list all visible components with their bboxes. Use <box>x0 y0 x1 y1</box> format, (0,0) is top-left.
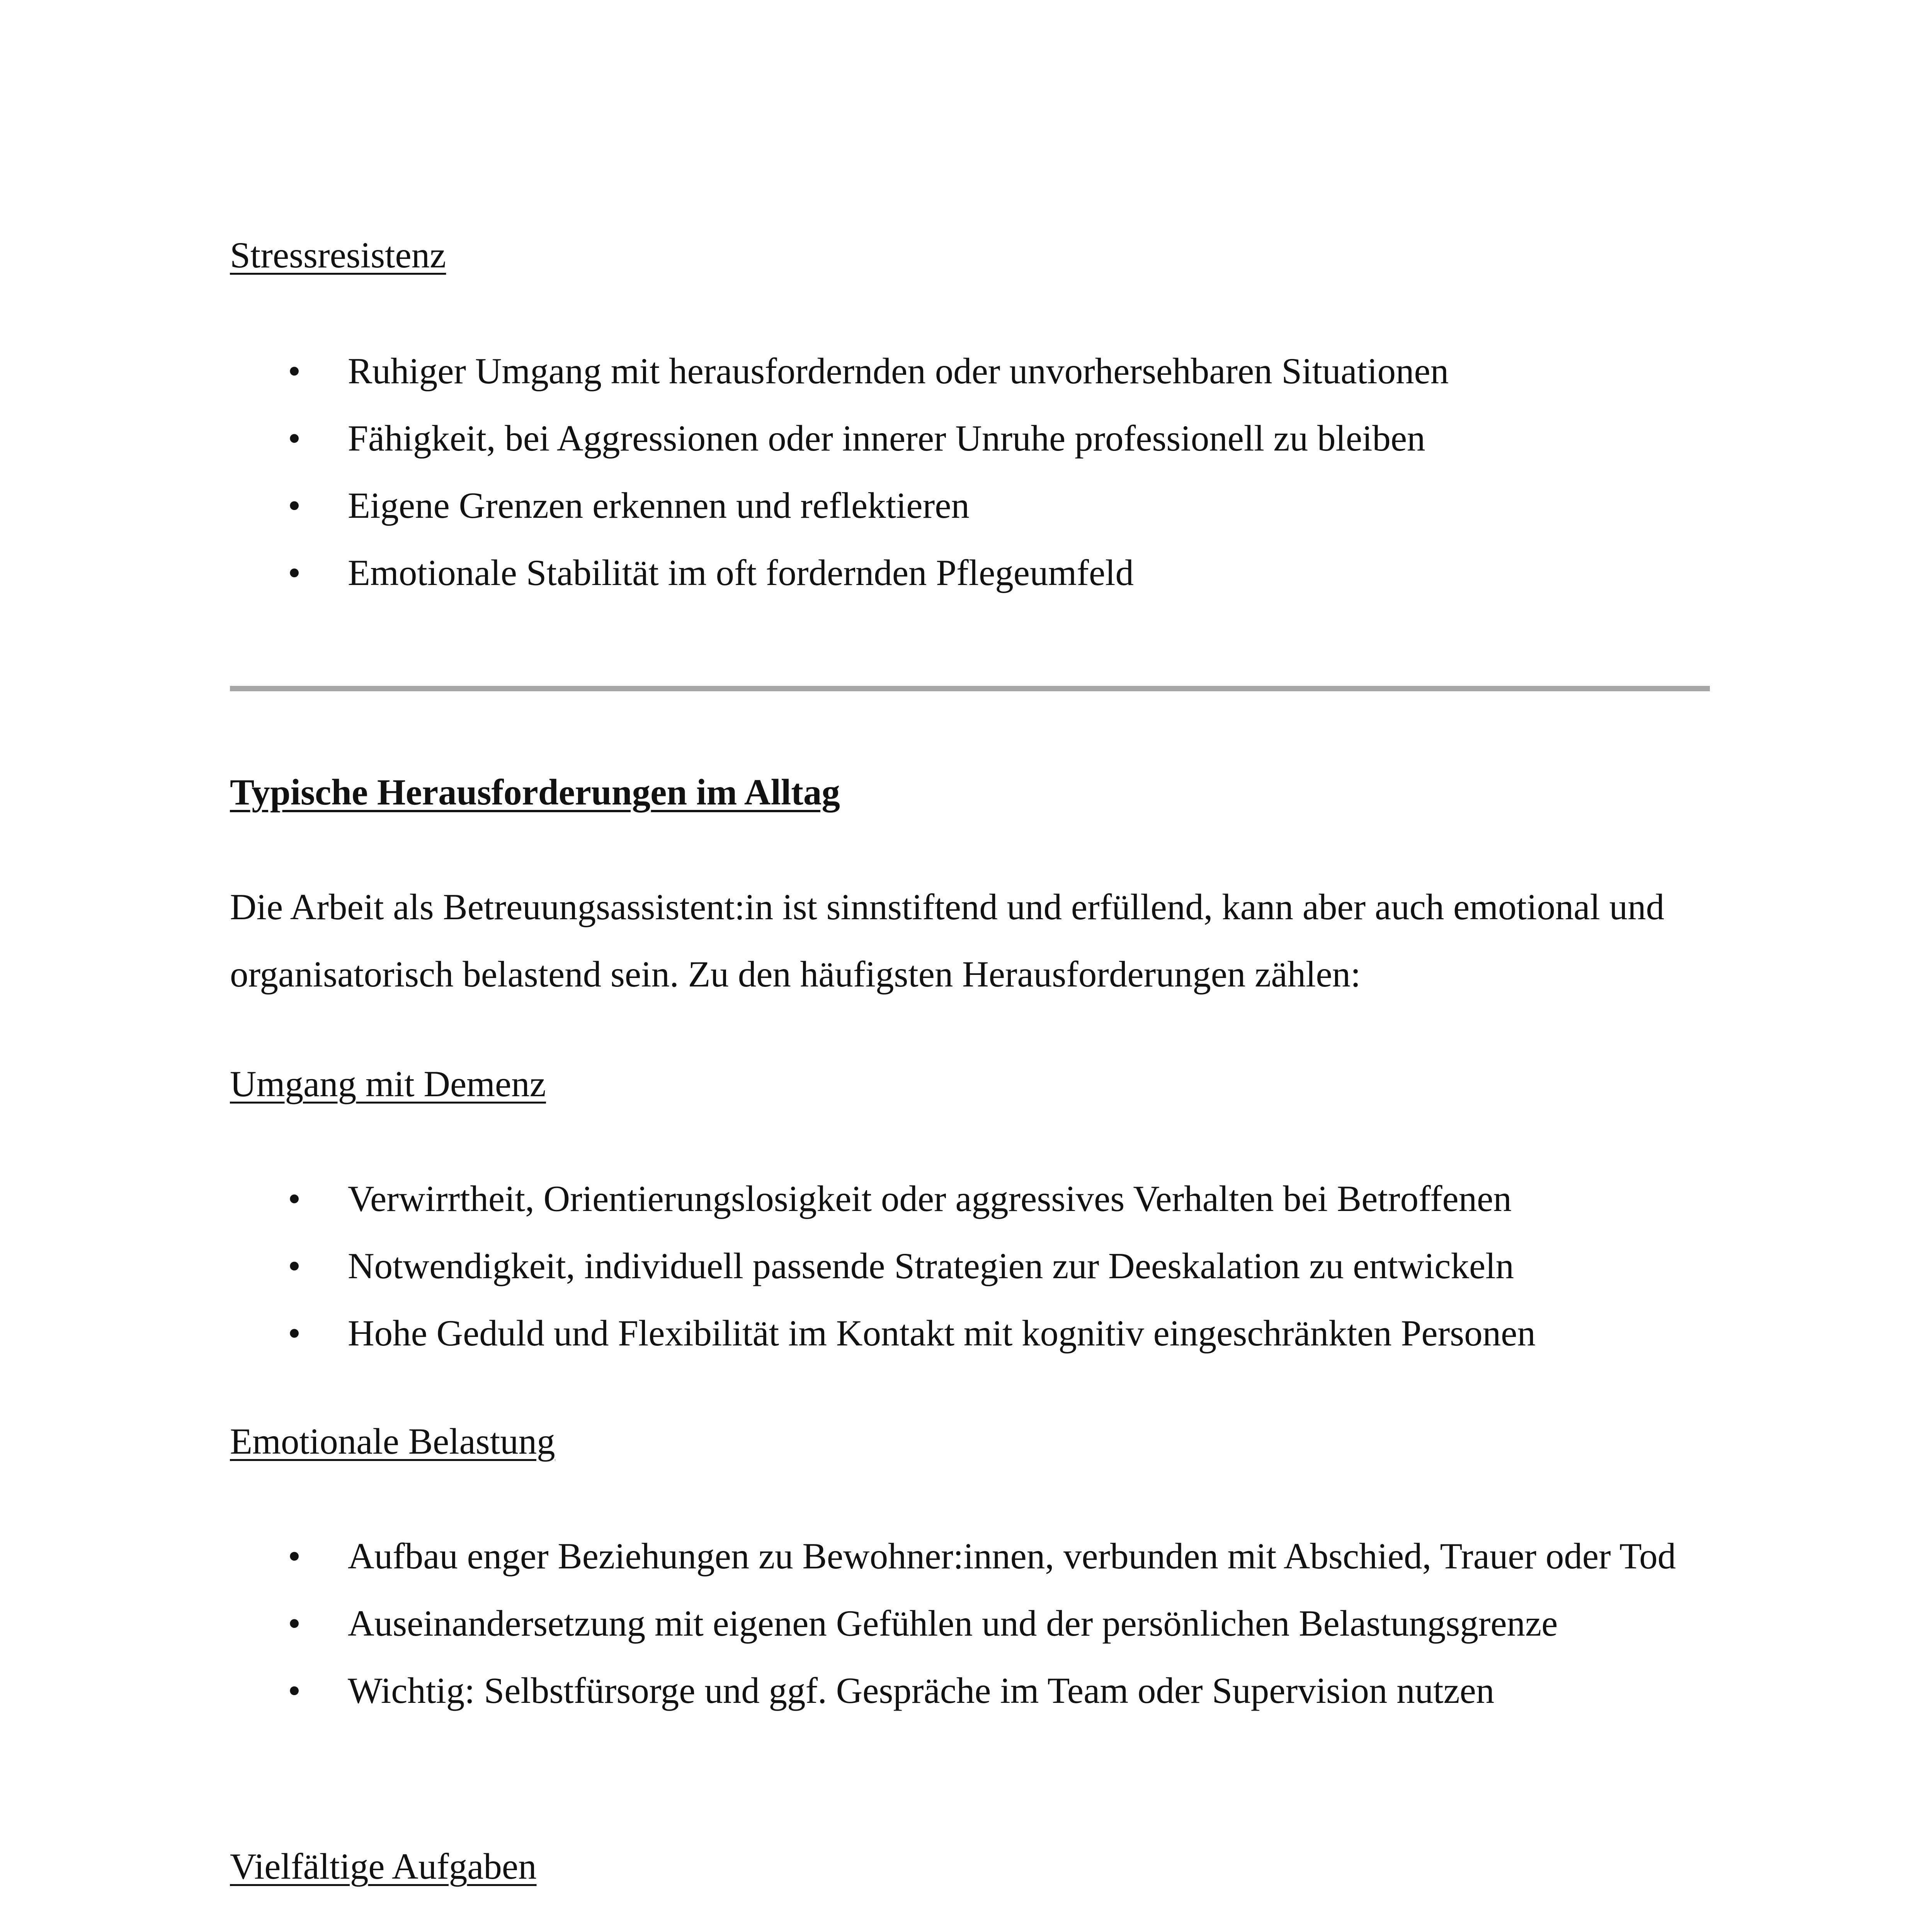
bullet-icon: • <box>288 485 301 526</box>
section-challenges <box>230 763 1710 1008</box>
section-heading-tasks: Vielfältige Aufgaben <box>230 1846 537 1887</box>
bullet-icon: • <box>288 1245 301 1286</box>
bullet-icon: • <box>288 350 301 391</box>
bullet-list-emotional <box>230 1522 1710 1724</box>
list-item: • Verwirrtheit, Orientierungslosigkeit oder aggressives Verhalten bei Betroffenen <box>230 1165 1710 1232</box>
intro-paragraph: Die Arbeit als Betreuungsassistent:in ist sinnstiftend und erfüllend, kann aber auch emotional und organisatorisch belastend sein. Zu den häufigsten Herausforderungen zählen: <box>230 886 1665 995</box>
bullet-icon: • <box>288 552 301 593</box>
main-heading: Typische Herausforderungen im Alltag <box>230 772 840 813</box>
list-item: • Notwendigkeit, individuell passende Strategien zur Deeskalation zu entwickeln <box>230 1232 1710 1299</box>
bullet-icon: • <box>288 1536 301 1577</box>
section-divider <box>230 686 1710 691</box>
list-item: • Fähigkeit, bei Aggressionen oder innerer Unruhe professionell zu bleiben <box>230 405 1710 472</box>
bullet-list-stress <box>230 337 1710 606</box>
bullet-icon: • <box>288 1603 301 1644</box>
section-heading-stress: Stressresistenz <box>230 235 446 276</box>
list-item: • Auseinandersetzung mit eigenen Gefühlen und der persönlichen Belastungsgrenze <box>230 1590 1710 1657</box>
section-heading-dementia: Umgang mit Demenz <box>230 1063 546 1104</box>
list-item: • Hohe Geduld und Flexibilität im Kontakt mit kognitiv eingeschränkten Personen <box>230 1299 1710 1367</box>
section-heading-emotional: Emotionale Belastung <box>230 1421 555 1462</box>
bullet-icon: • <box>288 1178 301 1219</box>
section-stress <box>230 226 1710 606</box>
bullet-icon: • <box>288 418 301 459</box>
section-emotional <box>230 1412 1710 1724</box>
list-item: • Emotionale Stabilität im oft fordernden Pflegeumfeld <box>230 539 1710 606</box>
list-item: • Wichtig: Selbstfürsorge und ggf. Gespräche im Team oder Supervision nutzen <box>230 1657 1710 1724</box>
bullet-icon: • <box>288 1313 301 1354</box>
bullet-icon: • <box>288 1670 301 1711</box>
bullet-list-dementia <box>230 1165 1710 1367</box>
list-item: • Aufbau enger Beziehungen zu Bewohner:innen, verbunden mit Abschied, Trauer oder Tod <box>230 1522 1710 1590</box>
list-item: • Eigene Grenzen erkennen und reflektieren <box>230 472 1710 539</box>
list-item: • Ruhiger Umgang mit herausfordernden oder unvorhersehbaren Situationen <box>230 337 1710 405</box>
section-dementia <box>230 1055 1710 1367</box>
section-tasks <box>230 1837 1710 1932</box>
